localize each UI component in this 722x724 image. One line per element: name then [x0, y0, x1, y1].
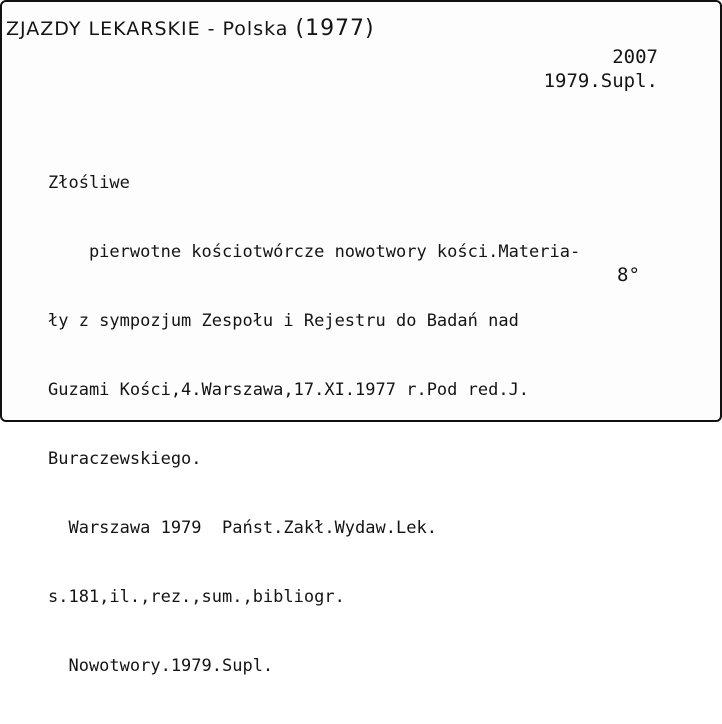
- entry-line: Warszawa 1979 Państ.Zakł.Wydaw.Lek.: [48, 518, 437, 538]
- entry-line: s.181,il.,rez.,sum.,bibliogr.: [48, 587, 345, 607]
- entry-line: Buraczewskiego.: [48, 449, 202, 469]
- country-label: Polska: [222, 18, 289, 40]
- year-label: (1977): [295, 16, 375, 41]
- shelfmark-number: 2007: [612, 46, 658, 68]
- format-label: 8°: [617, 264, 640, 286]
- subject-heading: ZJAZDY LEKARSKIE -: [6, 18, 216, 40]
- card-heading: [6, 16, 375, 41]
- entry-line: Złośliwe: [48, 173, 130, 193]
- shelfmark-series: 1979.Supl.: [543, 70, 658, 92]
- entry-line: ły z sympozjum Zespołu i Rejestru do Badań nad: [48, 311, 519, 331]
- entry-text: [48, 126, 580, 724]
- entry-line: Nowotwory.1979.Supl.: [48, 656, 274, 676]
- entry-line: pierwotne kościotwórcze nowotwory kości.Materia-: [48, 242, 581, 262]
- entry-line: Guzami Kości,4.Warszawa,17.XI.1977 r.Pod red.J.: [48, 380, 530, 400]
